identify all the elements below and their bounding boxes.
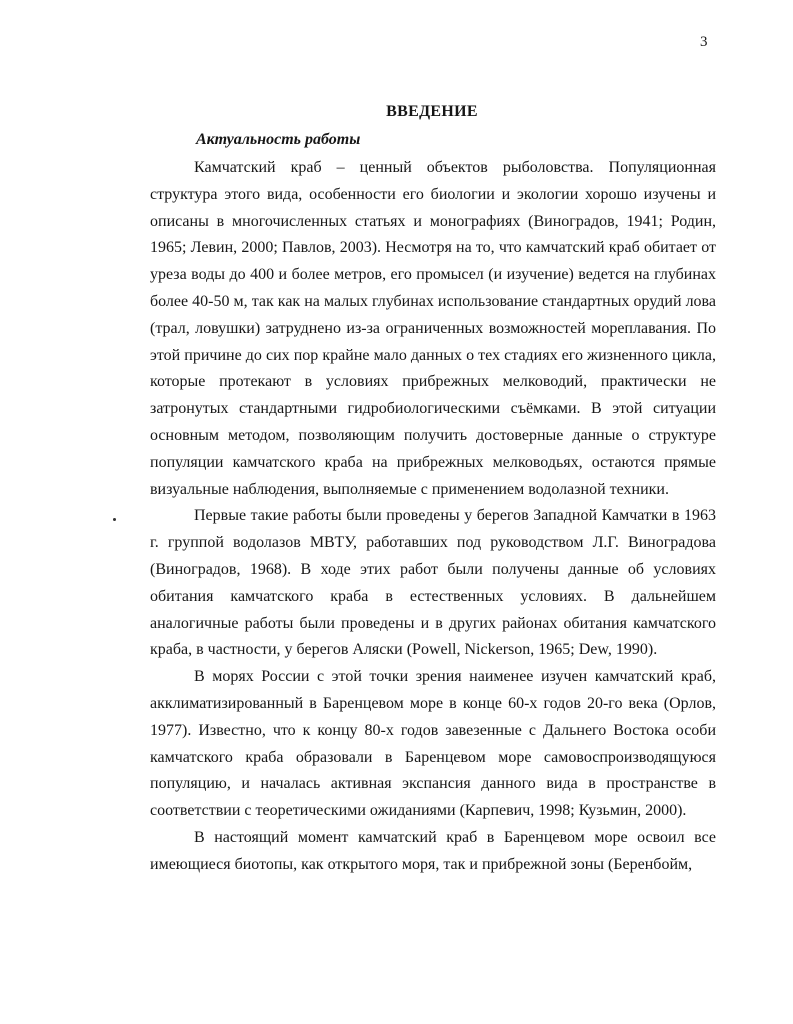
paragraph-1: Камчатский краб – ценный объектов рыболовства. Популяционная структура этого вида, особенности его биологии и экологии хорошо изучены и описаны в многочисленных статьях и монографиях (Виноградов, 1941; Родин, 1965; Левин, 2000; Павлов, 2003). Несмотря на то, что камчатский краб обитает от уреза воды до 400 и более метров, его промысел (и изучение) ведется на глубинах более 40-50 м, так как на малых глубинах использование стандартных орудий лова (трал, ловушки) затруднено из-за ограниченных возможностей мореплавания. По этой причине до сих пор крайне мало данных о тех стадиях его жизненного цикла, которые протекают в условиях прибрежных мелководий, практически не затронутых стандартными гидробиологическими съёмками. В этой ситуации основным методом, позволяющим получить достоверные данные о структуре популяции камчатского краба на прибрежных мелководьях, остаются прямые визуальные наблюдения, выполняемые с применением водолазной техники. [150,159,716,498]
paragraph-2: Первые такие работы были проведены у берегов Западной Камчатки в 1963 г. группой водолазов МВТУ, работавших под руководством Л.Г. Виноградова (Виноградов, 1968). В ходе этих работ были получены данные об условиях обитания камчатского краба в естественных условиях. В дальнейшем аналогичные работы были проведены и в других районах обитания камчатского краба, в частности, у берегов Аляски (Powell, Nickerson, 1965; Dew, 1990). [150,507,716,659]
page-number: 3 [700,34,708,50]
paragraph-4: В настоящий момент камчатский краб в Баренцевом море освоил все имеющиеся биотопы, как открытого моря, так и прибрежной зоны (Беренбойм, [150,828,716,873]
page-title: ВВЕДЕНИЕ [386,103,478,120]
section-subheading: Актуальность работы [196,131,361,148]
body-text [150,155,716,879]
margin-dot-mark [113,518,116,521]
paragraph-3: В морях России с этой точки зрения наименее изучен камчатский краб, акклиматизированный в Баренцевом море в конце 60-х годов 20-го века (Орлов, 1977). Известно, что к концу 80-х годов завезенные с Дальнего Востока особи камчатского краба образовали в Баренцевом море самовоспроизводящуюся популяцию, и началась активная экспансия данного вида в пространстве в соответствии с теоретическими ожиданиями (Карпевич, 1998; Кузьмин, 2000). [150,668,716,820]
